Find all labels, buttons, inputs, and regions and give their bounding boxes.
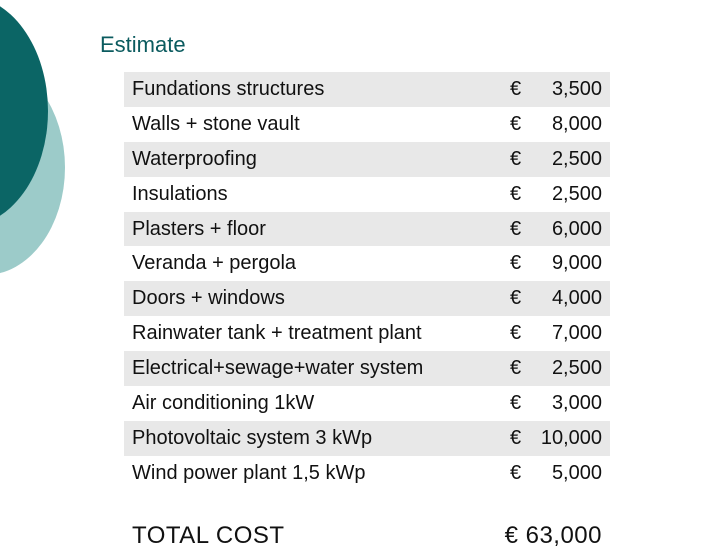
table-row (124, 72, 610, 107)
item-amount: 6,000 (551, 217, 602, 240)
item-label: Plasters + floor (132, 217, 266, 240)
table-row (124, 456, 610, 491)
currency-symbol: € (510, 391, 522, 414)
currency-symbol: € (510, 182, 522, 205)
currency-symbol: € (510, 217, 522, 240)
item-label: Veranda + pergola (132, 252, 297, 275)
table-row (124, 177, 610, 212)
table-row (124, 421, 610, 456)
item-amount: 8,000 (551, 112, 602, 135)
item-label: Electrical+sewage+water system (132, 357, 424, 380)
item-amount: 2,500 (551, 147, 602, 170)
item-label: Walls + stone vault (132, 112, 300, 135)
currency-symbol: € (510, 287, 522, 310)
slide-title: Estimate (100, 32, 186, 57)
item-amount: 3,000 (551, 391, 602, 414)
item-label: Photovoltaic system 3 kWp (132, 426, 373, 449)
currency-symbol: € (510, 147, 522, 170)
currency-symbol: € (510, 426, 522, 449)
table-row (124, 281, 610, 316)
currency-symbol: € (510, 357, 522, 380)
table-row (124, 107, 610, 142)
table-row (124, 386, 610, 421)
item-label: Wind power plant 1,5 kWp (132, 461, 366, 484)
item-label: Fundations structures (132, 77, 325, 100)
currency-symbol: € (510, 252, 522, 275)
table-row (124, 246, 610, 281)
item-amount: 2,500 (551, 357, 602, 380)
total-value: € 63,000 (504, 522, 602, 549)
item-label: Doors + windows (132, 287, 285, 310)
currency-symbol: € (510, 322, 522, 345)
item-label: Waterproofing (132, 147, 257, 170)
total-row (124, 522, 610, 550)
estimate-table (124, 72, 610, 491)
item-amount: 5,000 (551, 461, 602, 484)
item-amount: 7,000 (551, 322, 602, 345)
item-amount: 3,500 (551, 77, 602, 100)
table-row (124, 351, 610, 386)
item-amount: 10,000 (540, 426, 602, 449)
item-label: Air conditioning 1kW (132, 391, 315, 414)
currency-symbol: € (510, 77, 522, 100)
item-amount: 4,000 (551, 287, 602, 310)
currency-symbol: € (510, 461, 522, 484)
table-row (124, 212, 610, 247)
currency-symbol: € (510, 112, 522, 135)
item-amount: 9,000 (551, 252, 602, 275)
total-label: TOTAL COST (132, 522, 285, 549)
table-row (124, 316, 610, 351)
item-label: Rainwater tank + treatment plant (132, 322, 422, 345)
table-row (124, 142, 610, 177)
item-label: Insulations (132, 182, 228, 205)
item-amount: 2,500 (551, 182, 602, 205)
